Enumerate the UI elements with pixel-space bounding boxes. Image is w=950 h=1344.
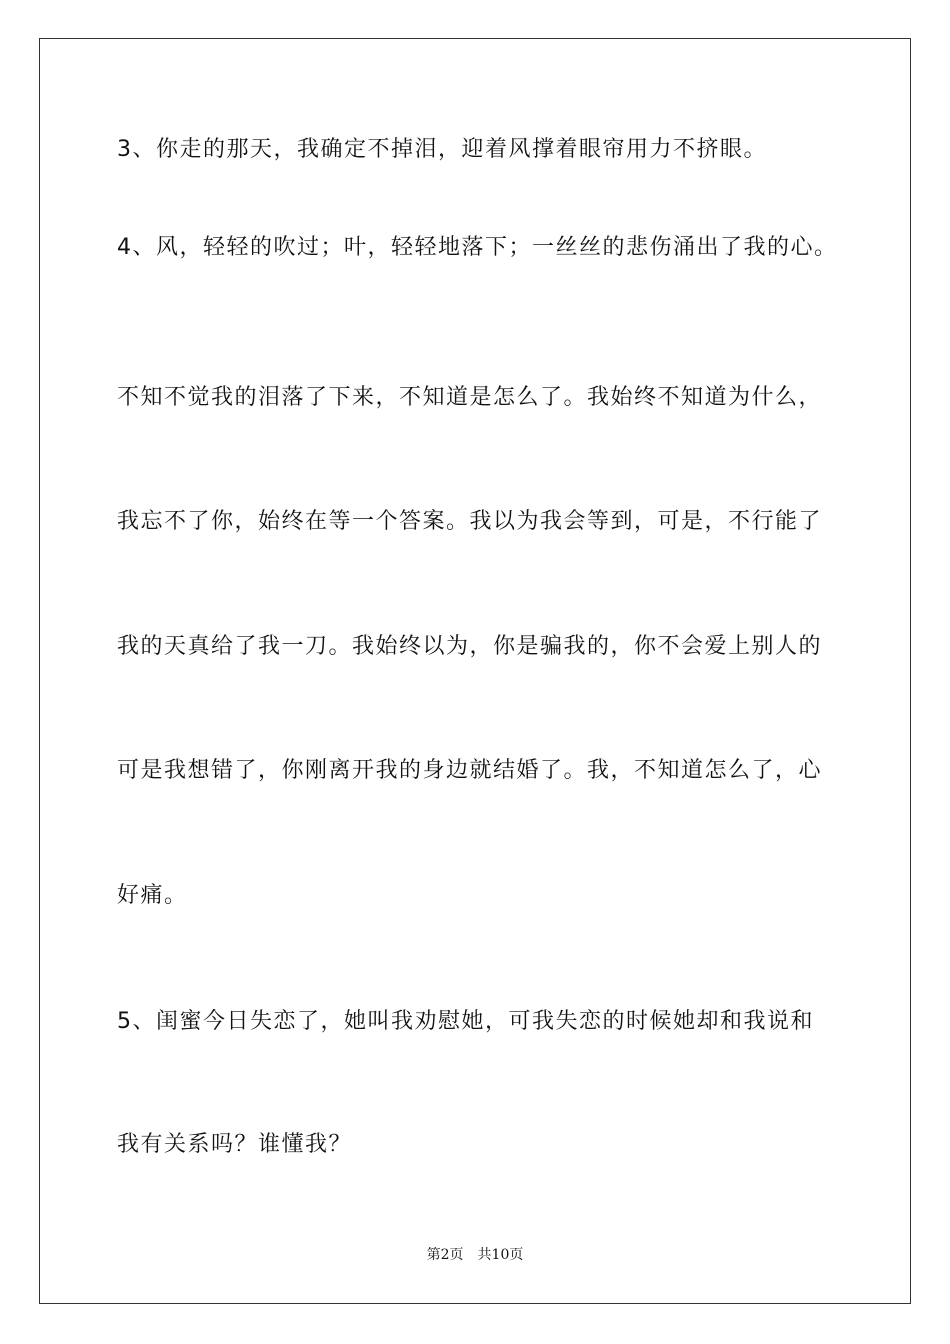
text-line-8: 5、闺蜜今日失恋了，她叫我劝慰她，可我失恋的时候她却和我说和 xyxy=(117,1009,814,1034)
text-line-9: 我有关系吗？谁懂我？ xyxy=(117,1132,353,1157)
text-line-3: 不知不觉我的泪落了下来，不知道是怎么了。我始终不知道为什么， xyxy=(117,385,823,410)
text-line-5: 我的天真给了我一刀。我始终以为，你是骗我的，你不会爱上别人的 xyxy=(117,634,823,659)
text-line-1: 3、你走的那天，我确定不掉泪，迎着风撑着眼帘用力不挤眼。 xyxy=(117,137,767,162)
page-number-footer: 第2页 共10页 xyxy=(426,1247,524,1263)
text-line-7: 好痛。 xyxy=(117,883,188,908)
text-line-6: 可是我想错了，你刚离开我的身边就结婚了。我，不知道怎么了，心 xyxy=(117,758,823,783)
page-border xyxy=(39,38,911,1304)
text-line-4: 我忘不了你，始终在等一个答案。我以为我会等到，可是，不行能了 xyxy=(117,509,823,534)
text-line-2: 4、风，轻轻的吹过；叶，轻轻地落下；一丝丝的悲伤涌出了我的心。 xyxy=(117,235,838,260)
